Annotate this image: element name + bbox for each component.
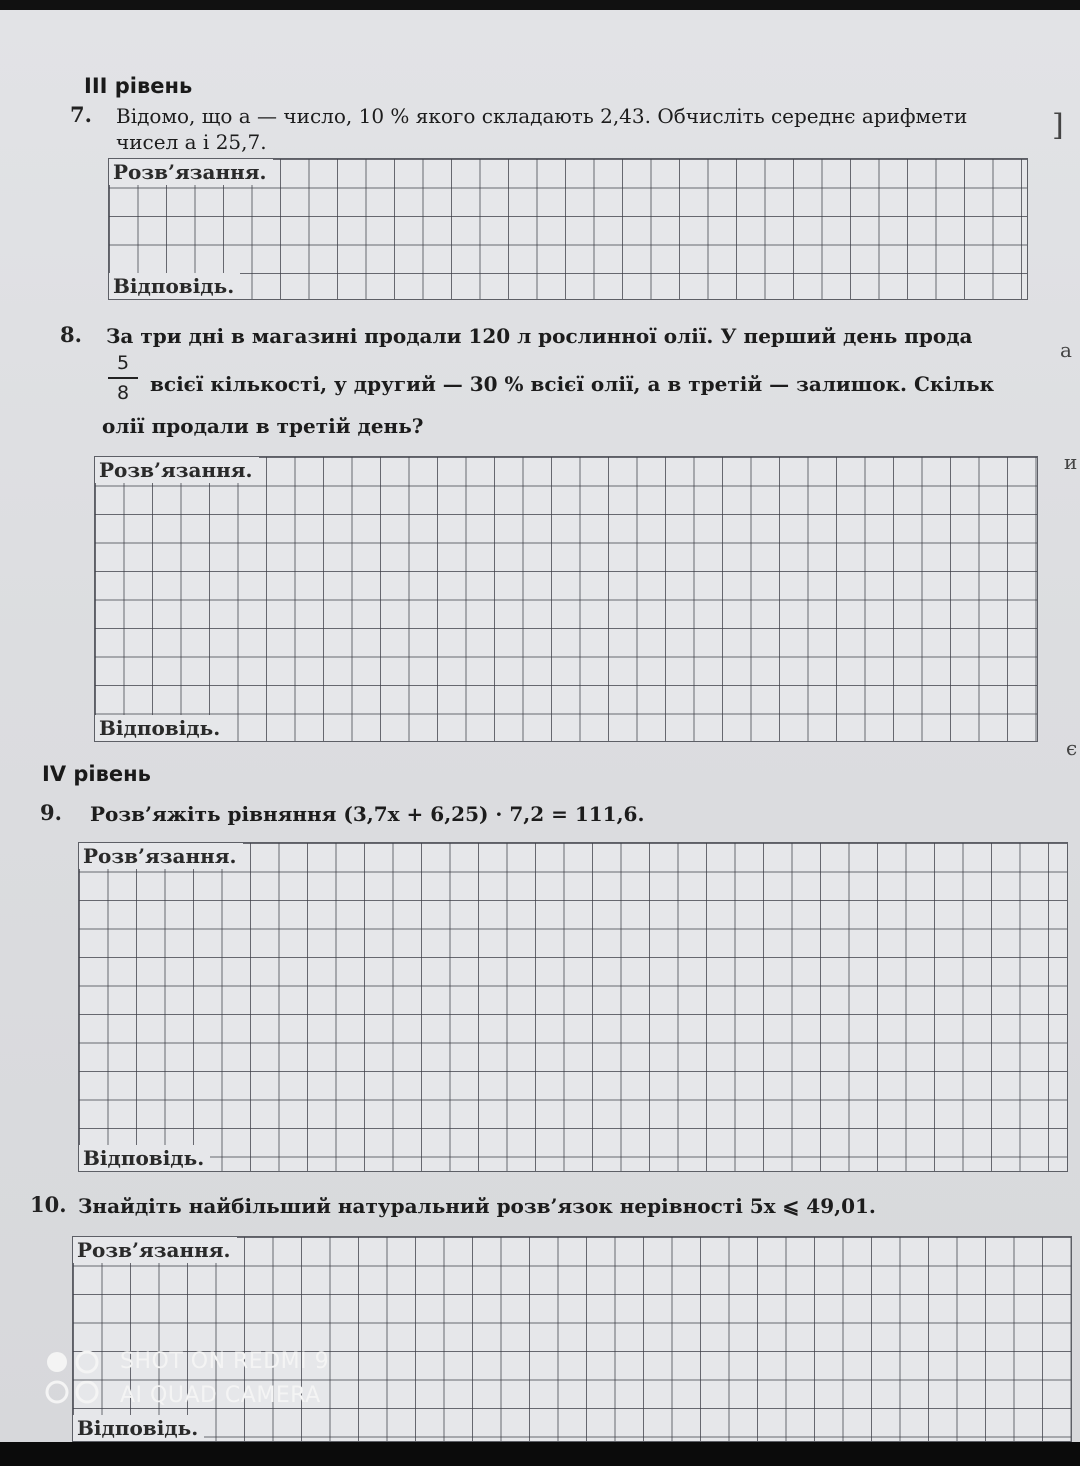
task-7-answer-label: Відповідь. <box>109 273 240 299</box>
camera-lens-icon <box>44 1346 104 1408</box>
task-7-line-2: чисел a і 25,7. <box>116 130 267 154</box>
task-10-answer-label: Відповідь. <box>73 1415 204 1441</box>
edge-mark-b: и <box>1064 450 1078 474</box>
task-8-line-1: За три дні в магазині продали 120 л рослинної олії. У перший день прода <box>106 324 973 348</box>
level-iii-heading: ІІІ рівень <box>84 74 193 98</box>
task-7-grid[interactable] <box>108 158 1028 300</box>
edge-bracket: ] <box>1052 108 1064 143</box>
task-8-line-3: олії продали в третій день? <box>102 414 424 438</box>
task-7-number: 7. <box>70 102 92 127</box>
task-8-fraction <box>108 352 138 404</box>
task-9-text: Розв’яжіть рівняння (3,7x + 6,25) · 7,2 = 111,6. <box>90 802 645 826</box>
edge-mark-a: а <box>1060 338 1072 362</box>
task-7-line-1: Відомо, що a — число, 10 % якого складають 2,43. Обчисліть середнє арифмети <box>116 104 968 128</box>
task-8-grid[interactable] <box>94 456 1038 742</box>
worksheet-page <box>0 10 1080 1442</box>
fraction-numerator: 5 <box>116 352 130 374</box>
task-10-grid[interactable] <box>72 1236 1072 1442</box>
level-iv-heading: IV рівень <box>42 762 151 786</box>
task-9-solution-label: Розв’язання. <box>79 843 243 869</box>
task-10-solution-label: Розв’язання. <box>73 1237 237 1263</box>
task-7-solution-label: Розв’язання. <box>109 159 273 185</box>
task-10-number: 10. <box>30 1192 67 1217</box>
task-9-answer-label: Відповідь. <box>79 1145 210 1171</box>
fraction-denominator: 8 <box>116 382 130 404</box>
watermark-line-2: AI QUAD CAMERA <box>120 1383 321 1408</box>
task-9-grid[interactable] <box>78 842 1068 1172</box>
task-9-number: 9. <box>40 800 62 825</box>
task-8-solution-label: Розв’язання. <box>95 457 259 483</box>
task-8-answer-label: Відповідь. <box>95 715 226 741</box>
task-8-number: 8. <box>60 322 82 347</box>
task-10-text: Знайдіть найбільший натуральний розв’язок нерівності 5x ⩽ 49,01. <box>78 1194 876 1218</box>
fraction-bar <box>108 377 138 379</box>
task-8-line-2: всієї кількості, у другий — 30 % всієї олії, а в третій — залишок. Скільк <box>150 372 995 396</box>
watermark-line-1: SHOT ON REDMI 9 <box>120 1349 330 1374</box>
edge-mark-c: є <box>1066 736 1078 760</box>
bottom-black-border <box>0 1442 1080 1466</box>
